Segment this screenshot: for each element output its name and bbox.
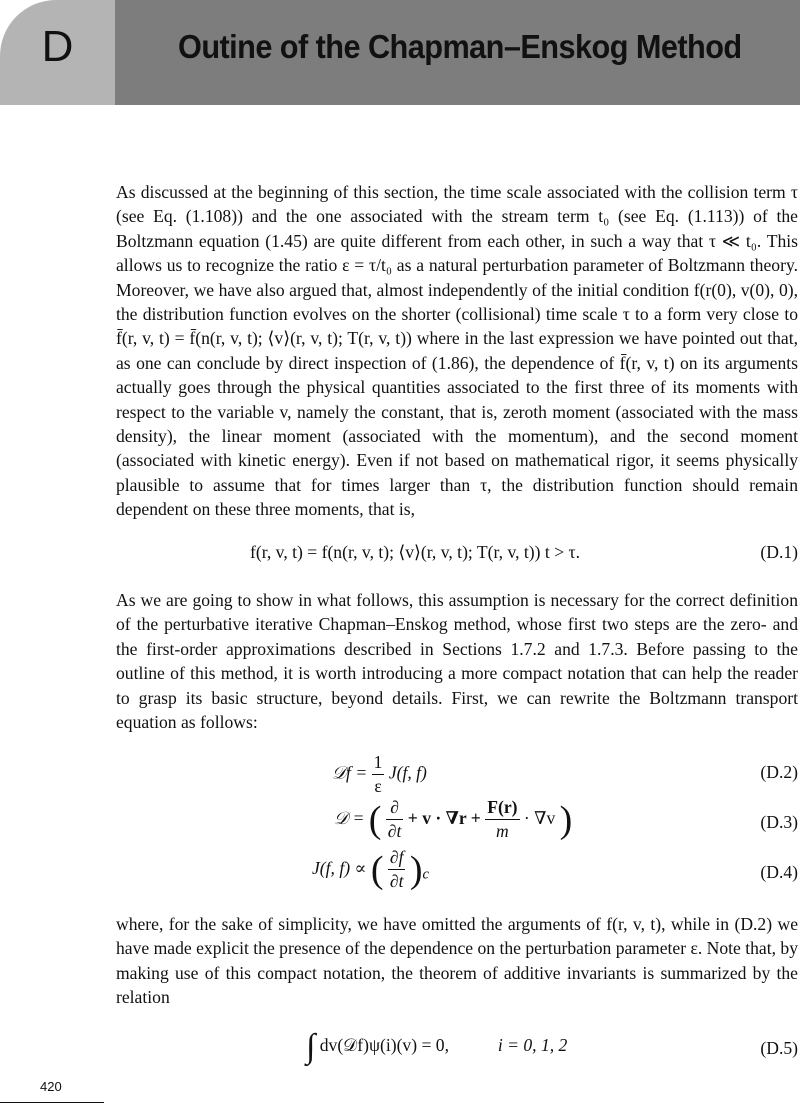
integral-icon: ∫ <box>306 1028 316 1065</box>
equation-d3-mass: m <box>496 821 509 841</box>
equation-d5-condition: i = 0, 1, 2 <box>497 1035 568 1056</box>
equation-d2-fraction <box>372 754 385 795</box>
equation-d3-middle: + v · ∇r + <box>407 808 481 829</box>
equation-d2-numerator: 1 <box>372 754 385 775</box>
equation-d5-body: dv(𝒟f)ψ(i)(v) = 0, <box>319 1035 449 1056</box>
equation-d2-number: (D.2) <box>760 762 798 782</box>
chapter-header <box>0 0 800 105</box>
equation-d4-lhs: J(f, f) ∝ <box>312 858 367 879</box>
equation-d3-partial: ∂ <box>386 799 404 820</box>
chapter-tab <box>0 0 115 105</box>
equation-d3-dt: ∂t <box>387 821 402 841</box>
equation-d3-partial-fraction <box>386 799 404 840</box>
equation-d4-fraction <box>388 849 406 890</box>
paragraph-intro: As discussed at the beginning of this section, the time scale associated with the collision term τ (see Eq. (1.108)) and the one associated with the stream term t₀ (see Eq. (1.113)) of the Boltzmann equation (1.45) are quite different from each other, in such a way that τ ≪ t₀. This allows us to recognize the ratio ε = τ/t₀ as a natural perturbation parameter of Boltzmann theory. Moreover, we have also argued that, almost independently of the initial condition f(r(0), v(0), 0), the distribution function evolves on the shorter (collisional) time scale τ to a form very close to f̄(r, v, t) = f̄(n(r, v, t); ⟨v⟩(r, v, t); T(r, v, t)) where in the last expression we have pointed out that, as one can conclude by direct inspection of (1.86), the dependence of f̄(r, v, t) on its arguments actually goes through the physical quantities associated to the first three of its moments with respect to the variable v, namely the constant, that is, zeroth moment (associated with the mass density), the linear moment (associated with the momentum), and the second moment (associated with kinetic energy). Even if not based on mathematical rigor, it seems physically plausible to assume that for times larger than τ, the distribution function should remain dependent on these three moments, that is, <box>116 182 798 520</box>
equation-d1-number: (D.1) <box>760 542 798 562</box>
equation-d2-denominator: ε <box>374 775 382 796</box>
equation-d5-number: (D.5) <box>760 1038 798 1058</box>
footer-rule <box>0 1102 104 1103</box>
equation-d3 <box>116 798 798 848</box>
equation-d4-number: (D.4) <box>760 862 798 882</box>
paragraph-notation: where, for the sake of simplicity, we have omitted the arguments of f(r, v, t), while in (D.2) we have made explicit the presence of the dependence on the perturbation parameter ε. Note that, by making use of this compact notation, the theorem of additive invariants is summarized by the relation <box>116 914 799 1008</box>
equation-d3-paren-close: ) <box>559 799 573 841</box>
equation-d3-force: F(r) <box>487 797 518 818</box>
equation-d1 <box>116 542 798 572</box>
equation-d3-lhs: 𝒟 = <box>334 808 365 829</box>
equation-d3-paren-open: ( <box>368 799 382 841</box>
page-number: 420 <box>40 1079 62 1094</box>
paragraph-assumption: As we are going to show in what follows, this assumption is necessary for the correct definition of the perturbative iterative Chapman–Enskog method, whose first two steps are the zero- and the first-order approximations described in Sections 1.7.2 and 1.7.3. Before passing to the outline of this method, it is worth introducing a more compact notation that can help the reader to grasp its basic structure, beyond details. First, we can rewrite the Boltzmann transport equation as follows: <box>116 590 798 733</box>
equation-d2 <box>116 754 798 796</box>
equation-d2-rhs: J(f, f) <box>388 762 427 783</box>
equation-d4-subscript: c <box>422 866 430 883</box>
equation-d3-force-fraction <box>485 799 519 840</box>
equation-d4-paren-open: ( <box>370 849 384 891</box>
equation-d1-body: f(r, v, t) = f(n(r, v, t); ⟨v⟩(r, v, t); T(r, v, t)) t > τ. <box>250 542 580 562</box>
equation-d4-numerator: ∂f <box>389 847 404 868</box>
chapter-title: Outine of the Chapman–Enskog Method <box>178 28 742 65</box>
equation-d4-paren-close: ) <box>409 849 423 891</box>
equation-d5 <box>116 1028 798 1072</box>
equation-d4 <box>116 848 798 898</box>
equation-d3-number: (D.3) <box>760 812 798 832</box>
equation-d4-denominator: ∂t <box>389 871 404 891</box>
equation-d2-lhs: 𝒟f = <box>332 762 368 783</box>
equation-d3-tail: · ∇v <box>523 808 556 829</box>
chapter-letter: D <box>41 22 74 71</box>
